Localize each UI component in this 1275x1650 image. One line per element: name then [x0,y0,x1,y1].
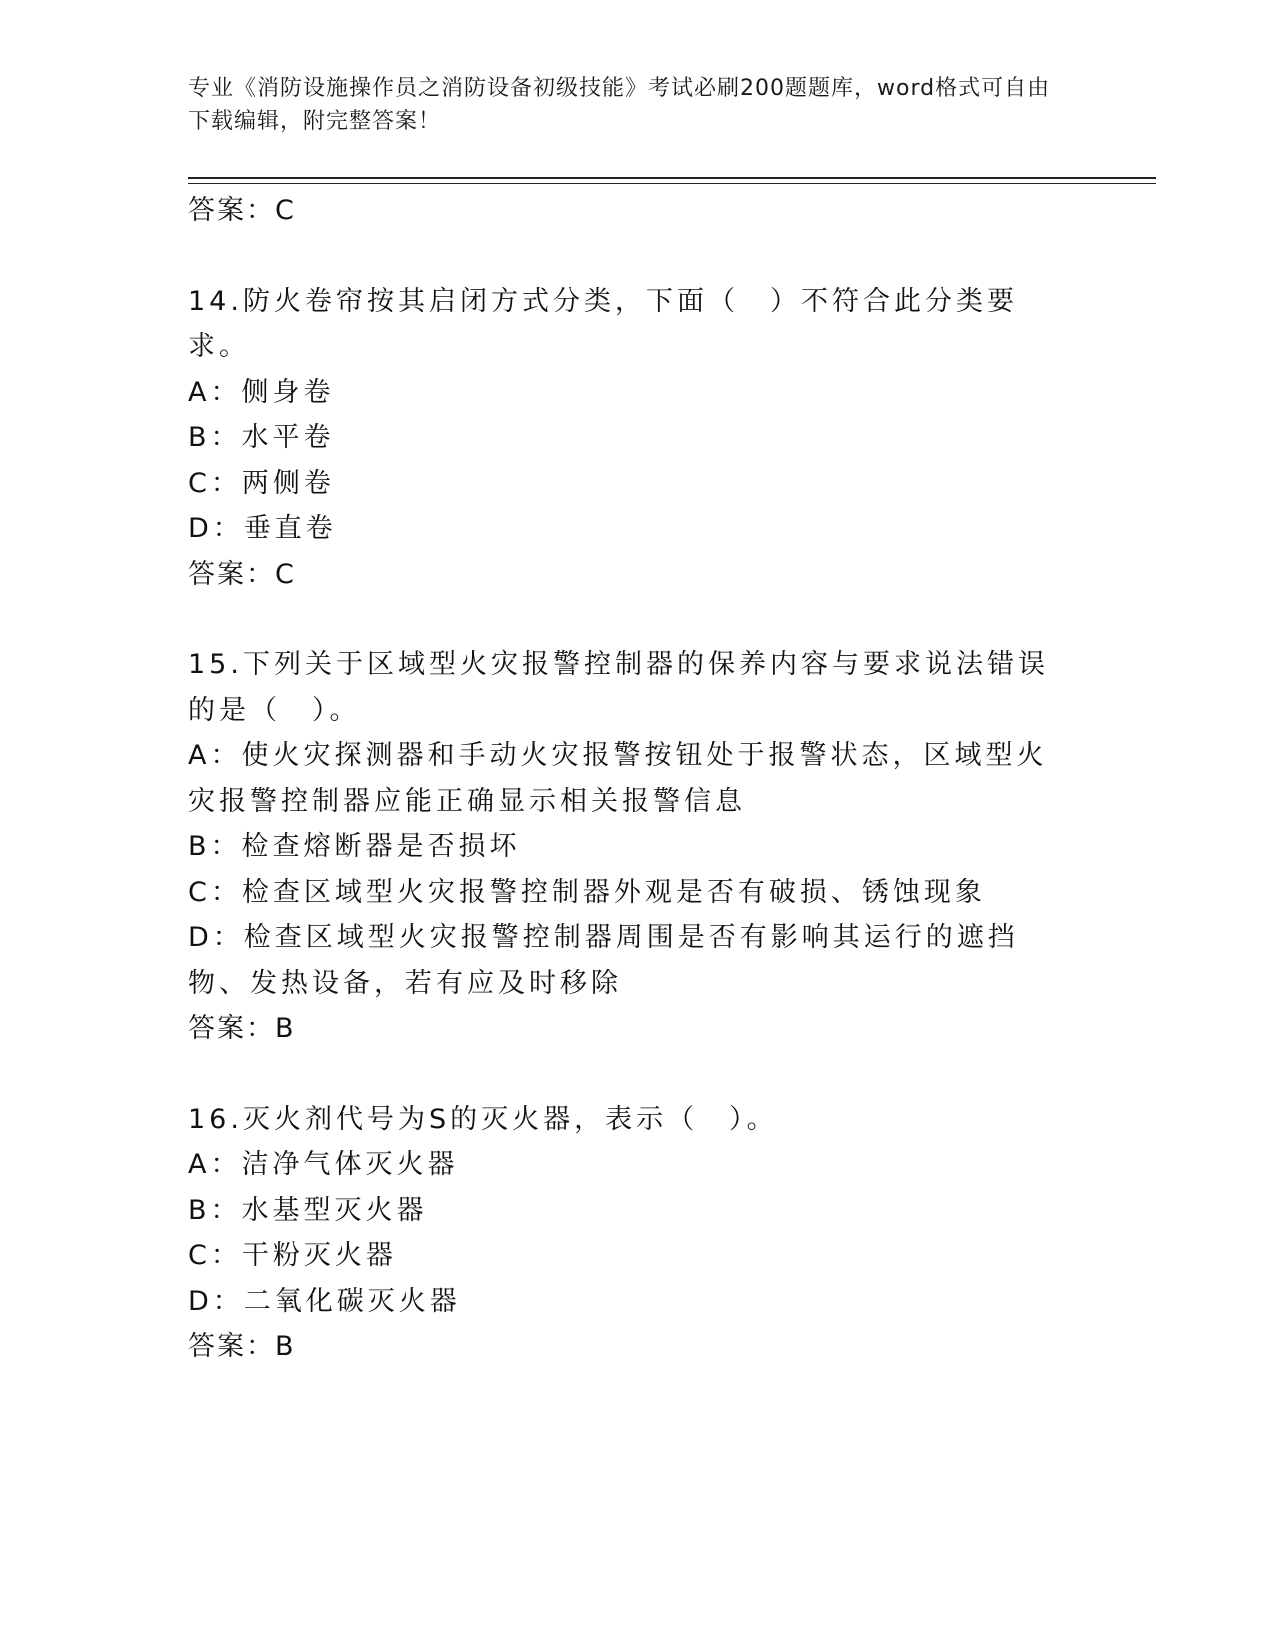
header-divider-thin [188,183,1156,184]
option-c: C：两侧卷 [188,467,335,499]
question-16 [188,1097,1078,1370]
previous-answer: 答案：C [188,195,296,226]
question-content [188,188,1078,1370]
option-d: D：二氧化碳灭火器 [188,1285,461,1317]
document-header [188,72,1068,138]
option-d: D：垂直卷 [188,513,337,544]
option-a: A：侧身卷 [188,376,335,408]
answer-line: 答案：B [188,1331,296,1362]
question-stem: 15.下列关于区域型火灾报警控制器的保养内容与要求说法错误的是（ ）。 [188,649,1049,726]
header-divider-thick [188,177,1156,179]
question-stem: 14.防火卷帘按其启闭方式分类，下面（ ）不符合此分类要求。 [188,285,1018,362]
header-title: 专业《消防设施操作员之消防设备初级技能》考试必刷200题题库，word格式可自由下载编辑，附完整答案！ [188,76,1051,134]
option-b: B：检查熔断器是否损坏 [188,831,521,862]
option-d: D：检查区域型火灾报警控制器周围是否有影响其运行的遮挡物、发热设备，若有应及时移除 [188,922,1019,999]
question-stem: 16.灭火剂代号为S的灭火器，表示（ ）。 [188,1103,778,1135]
option-c: C：干粉灭火器 [188,1240,397,1271]
answer-line: 答案：B [188,1013,296,1044]
option-b: B：水基型灭火器 [188,1194,428,1226]
question-15 [188,642,1078,1052]
answer-line: 答案：C [188,558,296,590]
question-14 [188,279,1078,598]
option-b: B：水平卷 [188,422,335,453]
option-c: C：检查区域型火灾报警控制器外观是否有破损、锈蚀现象 [188,876,986,908]
option-a: A：洁净气体灭火器 [188,1149,459,1180]
option-a: A：使火灾探测器和手动火灾报警按钮处于报警状态，区域型火灾报警控制器应能正确显示相关报警信息 [188,740,1048,817]
